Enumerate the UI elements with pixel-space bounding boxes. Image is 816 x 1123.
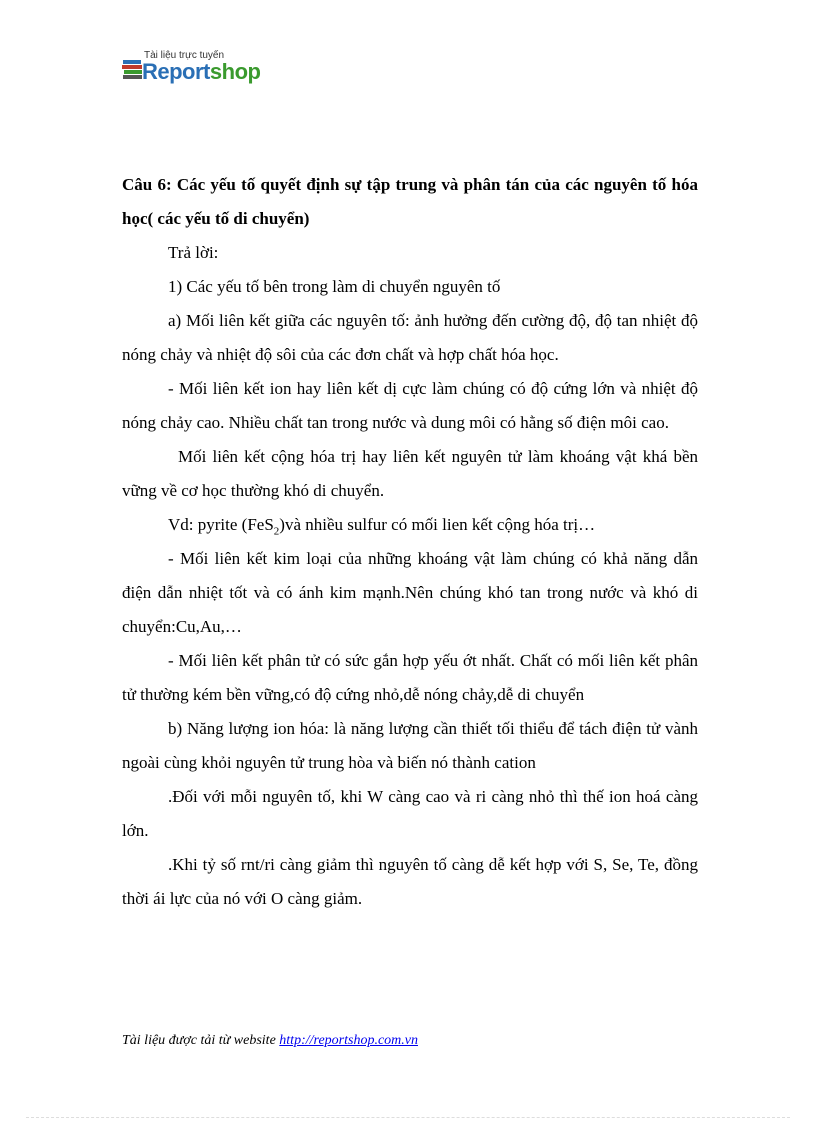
example-pyrite bbox=[122, 508, 698, 542]
footer bbox=[122, 1033, 418, 1049]
paragraph-molecular-bond: - Mối liên kết phân tử có sức gắn hợp yếu ớt nhất. Chất có mối liên kết phân tử thường kém bền vững,có độ cứng nhỏ,dễ nóng chảy,dễ di chuyển bbox=[122, 651, 698, 704]
reportshop-logo bbox=[122, 50, 282, 90]
paragraph-ionic-bond: - Mối liên kết ion hay liên kết dị cực làm chúng có độ cứng lớn và nhiệt độ nóng chảy cao. Nhiều chất tan trong nước và dung môi có hằng số điện môi cao. bbox=[122, 379, 698, 432]
paragraph-covalent-bond: Mối liên kết cộng hóa trị hay liên kết nguyên tử làm khoáng vật khá bền vững về cơ học thường khó di chuyển. bbox=[122, 447, 698, 500]
paragraph-ionization-w: .Đối với mỗi nguyên tố, khi W càng cao và ri càng nhỏ thì thế ion hoá càng lớn. bbox=[122, 787, 698, 840]
example-text-after: )và nhiều sulfur có mối lien kết cộng hóa trị… bbox=[279, 515, 596, 534]
question-title: Câu 6: Các yếu tố quyết định sự tập trung và phân tán của các nguyên tố hóa học( các yếu tố di chuyển) bbox=[122, 175, 698, 228]
logo-wordmark bbox=[142, 59, 260, 85]
page-bottom-edge bbox=[26, 1117, 790, 1118]
paragraph-ratio: .Khi tỷ số rnt/ri càng giảm thì nguyên tố càng dễ kết hợp với S, Se, Te, đồng thời ái lực của nó với O càng giảm. bbox=[122, 855, 698, 908]
example-subscript: 2 bbox=[273, 525, 280, 538]
footer-link[interactable]: http://reportshop.com.vn bbox=[279, 1033, 418, 1048]
answer-label: Trả lời: bbox=[168, 243, 219, 262]
logo-word-report: Report bbox=[142, 59, 210, 84]
books-icon bbox=[122, 54, 144, 82]
paragraph-a: a) Mối liên kết giữa các nguyên tố: ảnh hưởng đến cường độ, độ tan nhiệt độ nóng chảy và nhiệt độ sôi của các đơn chất và hợp chất hóa học. bbox=[122, 311, 698, 364]
paragraph-b: b) Năng lượng ion hóa: là năng lượng cần thiết tối thiểu để tách điện tử vành ngoài cùng khỏi nguyên tử trung hòa và biến nó thành cation bbox=[122, 719, 698, 772]
logo-word-shop: shop bbox=[209, 59, 261, 84]
paragraph-metallic-bond: - Mối liên kết kim loại của những khoáng vật làm chúng có khả năng dẫn điện dẫn nhiệt tốt và có ánh kim mạnh.Nên chúng khó tan trong nước và khó di chuyển:Cu,Au,… bbox=[122, 549, 698, 636]
logo-tagline: Tài liệu trực tuyến bbox=[144, 50, 225, 61]
document-body bbox=[122, 168, 698, 916]
footer-text: Tài liệu được tải từ website bbox=[122, 1033, 280, 1048]
section-1-heading: 1) Các yếu tố bên trong làm di chuyển nguyên tố bbox=[168, 277, 501, 296]
example-text-before: Vd: pyrite (FeS bbox=[168, 515, 274, 534]
